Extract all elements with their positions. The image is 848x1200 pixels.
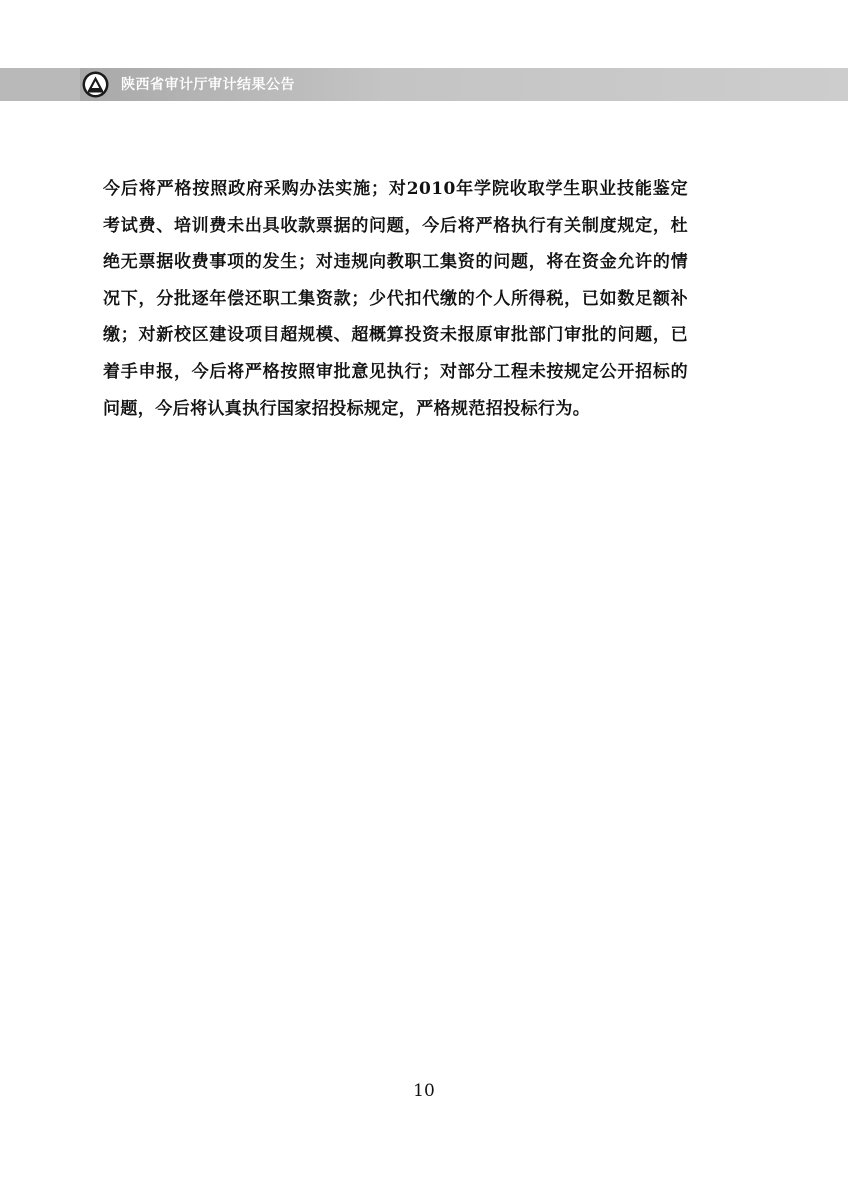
body-paragraph: 今后将严格按照政府采购办法实施；对2010年学院收取学生职业技能鉴定考试费、培训费未出具收款票据的问题，今后将严格执行有关制度规定，杜绝无票据收费事项的发生；对违规向教职工集资的问题，将在资金允许的情况下，分批逐年偿还职工集资款；少代扣代缴的个人所得税，已如数足额补缴；对新校区建设项目超规模、超概算投资未报原审批部门审批的问题，已着手申报，今后将严格按照审批意见执行；对部分工程未按规定公开招标的问题，今后将认真执行国家招投标规定，严格规范招投标行为。 [103,179,688,419]
page-number: 10 [413,1081,435,1101]
header-title: 陕西省审计厅审计结果公告 [121,77,295,93]
audit-emblem-icon [82,71,109,98]
